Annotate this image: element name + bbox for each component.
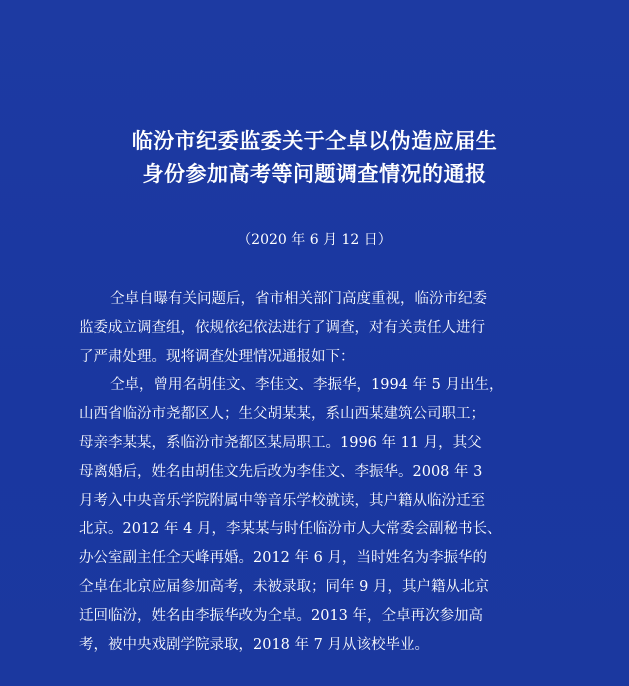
paragraph-2-line: 山西省临汾市尧都区人；生父胡某某，系山西某建筑公司职工； xyxy=(79,406,485,423)
paragraph-1-line: 仝卓自曝有关问题后，省市相关部门高度重视，临汾市纪委 xyxy=(110,291,487,307)
title-line-2: 身份参加高考等问题调查情况的通报 xyxy=(142,161,487,186)
paragraph-2-line: 迁回临汾，姓名由李振华改为仝卓。2013 年，仝卓再次参加高 xyxy=(79,607,484,624)
paragraph-2-line: 考，被中央戏剧学院录取，2018 年 7 月从该校毕业。 xyxy=(79,636,429,653)
paragraph-2-line: 月考入中央音乐学院附属中等音乐学校就读，其户籍从临汾迁至 xyxy=(79,492,485,509)
paragraph-2-line: 母离婚后，姓名由胡佳文先后改为李佳文、李振华。2008 年 3 xyxy=(79,463,483,480)
paragraph-2-line: 北京。2012 年 4 月，李某某与时任临汾市人大常委会副秘书长、 xyxy=(79,521,502,538)
paragraph-1 xyxy=(79,285,559,371)
paragraph-1-line: 监委成立调查组，依规依纪依法进行了调查，对有关责任人进行 xyxy=(79,319,485,336)
paragraph-1-line: 了严肃处理。现将调查处理情况通报如下： xyxy=(79,348,355,365)
document-date: （2020 年 6 月 12 日） xyxy=(237,232,392,248)
document-title xyxy=(0,124,629,190)
paragraph-2-line: 仝卓，曾用名胡佳文、李佳文、李振华，1994 年 5 月出生， xyxy=(110,377,504,394)
paragraph-2 xyxy=(79,371,559,659)
paragraph-2-line: 母亲李某某，系临汾市尧都区某局职工。1996 年 11 月，其父 xyxy=(79,434,482,451)
title-line-1: 临汾市纪委监委关于仝卓以伪造应届生 xyxy=(131,128,498,153)
document-body xyxy=(79,285,559,659)
paragraph-2-line: 办公室副主任仝天峰再婚。2012 年 6 月，当时姓名为李振华的 xyxy=(79,550,487,567)
paragraph-2-line: 仝卓在北京应届参加高考，未被录取；同年 9 月，其户籍从北京 xyxy=(79,578,489,595)
